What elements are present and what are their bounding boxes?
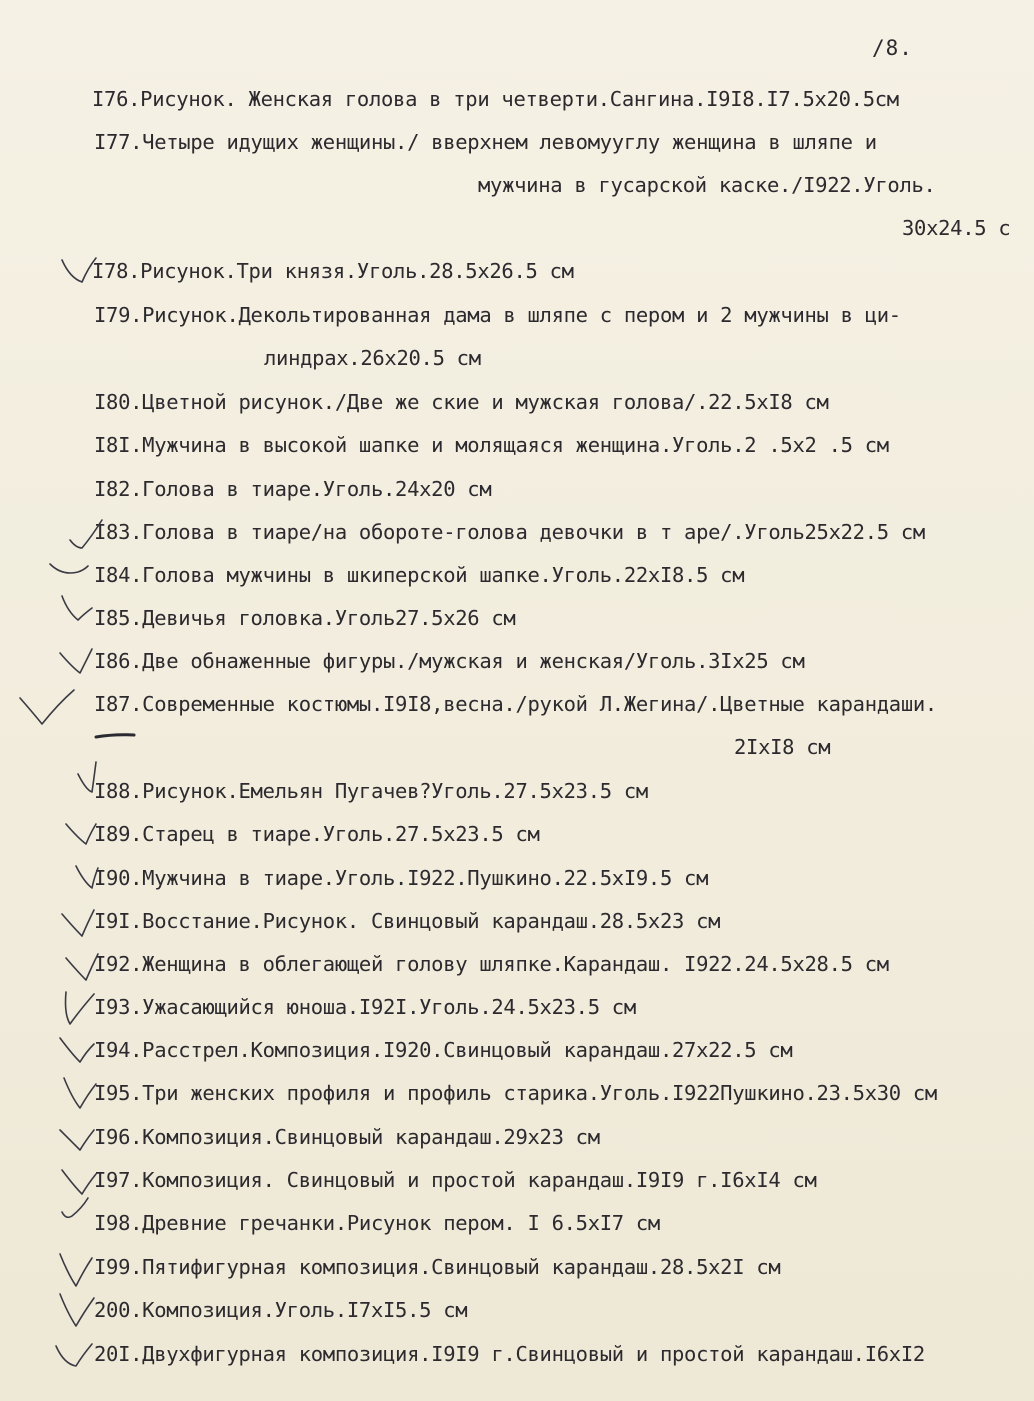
- check-mark: [60, 1196, 100, 1230]
- entry-201: 20I.Двухфигурная композиция.I9I9 г.Свинцовый и простой карандаш.I6xI2: [94, 1342, 925, 1366]
- check-mark: [58, 1292, 98, 1326]
- page-number: /8.: [872, 36, 913, 60]
- check-mark: [60, 256, 100, 290]
- check-mark: [58, 1124, 98, 1158]
- entry-184: I84.Голова мужчины в шкиперской шапке.Уголь.22xI8.5 см: [94, 563, 745, 587]
- entry-189: I89.Старец в тиаре.Уголь.27.5x23.5 см: [94, 822, 540, 846]
- entry-194: I94.Расстрел.Композиция.I920.Свинцовый карандаш.27x22.5 см: [94, 1038, 793, 1062]
- check-mark: [18, 690, 58, 724]
- entry-190: I90.Мужчина в тиаре.Уголь.I922.Пушкино.22.5xI9.5 см: [94, 866, 709, 890]
- check-mark: [58, 1252, 98, 1286]
- entry-188: I88.Рисунок.Емельян Пугачев?Уголь.27.5x23.5 см: [94, 779, 648, 803]
- check-mark: [64, 950, 104, 984]
- entry-177-size: 30x24.5 с: [902, 216, 1011, 240]
- entry-179: I79.Рисунок.Декольтированная дама в шляпе с пером и 2 мужчины в ци-: [94, 303, 901, 327]
- check-mark: [64, 820, 104, 854]
- entry-191: I9I.Восстание.Рисунок. Свинцовый карандаш.28.5x23 см: [94, 909, 721, 933]
- entry-181: I8I.Мужчина в высокой шапке и молящаяся женщина.Уголь.2 .5x2 .5 см: [94, 433, 889, 457]
- check-mark: [60, 1166, 100, 1200]
- check-mark: [72, 862, 112, 896]
- check-mark: [58, 645, 98, 679]
- entry-197: I97.Композиция. Свинцовый и простой карандаш.I9I9 г.I6xI4 см: [94, 1168, 817, 1192]
- pen-stroke: [94, 724, 136, 730]
- entry-183: I83.Голова в тиаре/на обороте-голова девочки в т аре/.Уголь25x22.5 см: [94, 520, 925, 544]
- entry-200: 200.Композиция.Уголь.I7xI5.5 см: [94, 1298, 468, 1322]
- entry-182: I82.Голова в тиаре.Уголь.24x20 см: [94, 477, 492, 501]
- check-mark: [48, 552, 88, 586]
- entry-187: I87.Современные костюмы.I9I8,весна./рукой Л.Жегина/.Цветные карандаши.: [94, 692, 937, 716]
- entry-177-cont: мужчина в гусарской каске./I922.Уголь.: [478, 173, 936, 197]
- check-mark: [58, 594, 98, 628]
- entry-196: I96.Композиция.Свинцовый карандаш.29x23 см: [94, 1125, 600, 1149]
- entry-180: I80.Цветной рисунок./Две же ские и мужская голова/.22.5xI8 см: [94, 390, 829, 414]
- check-mark: [60, 906, 100, 940]
- entry-199: I99.Пятифигурная композиция.Свинцовый карандаш.28.5x2I см: [94, 1255, 781, 1279]
- check-mark: [54, 1340, 94, 1374]
- entry-185: I85.Девичья головка.Уголь27.5x26 см: [94, 606, 516, 630]
- check-mark: [60, 990, 100, 1024]
- check-mark: [74, 760, 114, 794]
- check-mark: [62, 1076, 102, 1110]
- check-mark: [58, 1034, 98, 1068]
- entry-192: I92.Женщина в облегающей голову шляпке.Карандаш. I922.24.5x28.5 см: [94, 952, 889, 976]
- entry-198: I98.Древние гречанки.Рисунок пером. I 6.5xI7 см: [94, 1211, 660, 1235]
- check-mark: [68, 518, 108, 552]
- entry-176: I76.Рисунок. Женская голова в три четверти.Сангина.I9I8.I7.5x20.5см: [92, 87, 899, 111]
- entry-179-cont: линдрах.26x20.5 см: [264, 346, 481, 370]
- entry-187-size: 2IxI8 см: [734, 735, 831, 759]
- entry-195: I95.Три женских профиля и профиль старика.Уголь.I922Пушкино.23.5x30 см: [94, 1081, 937, 1105]
- entry-177: I77.Четыре идущих женщины./ вверхнем левомууглу женщина в шляпе и: [94, 130, 877, 154]
- entry-178: I78.Рисунок.Три князя.Уголь.28.5x26.5 см: [92, 259, 574, 283]
- entry-186: I86.Две обнаженные фигуры./мужская и женская/Уголь.3Ix25 см: [94, 649, 805, 673]
- entry-193: I93.Ужасающийся юноша.I92I.Уголь.24.5x23.5 см: [94, 995, 636, 1019]
